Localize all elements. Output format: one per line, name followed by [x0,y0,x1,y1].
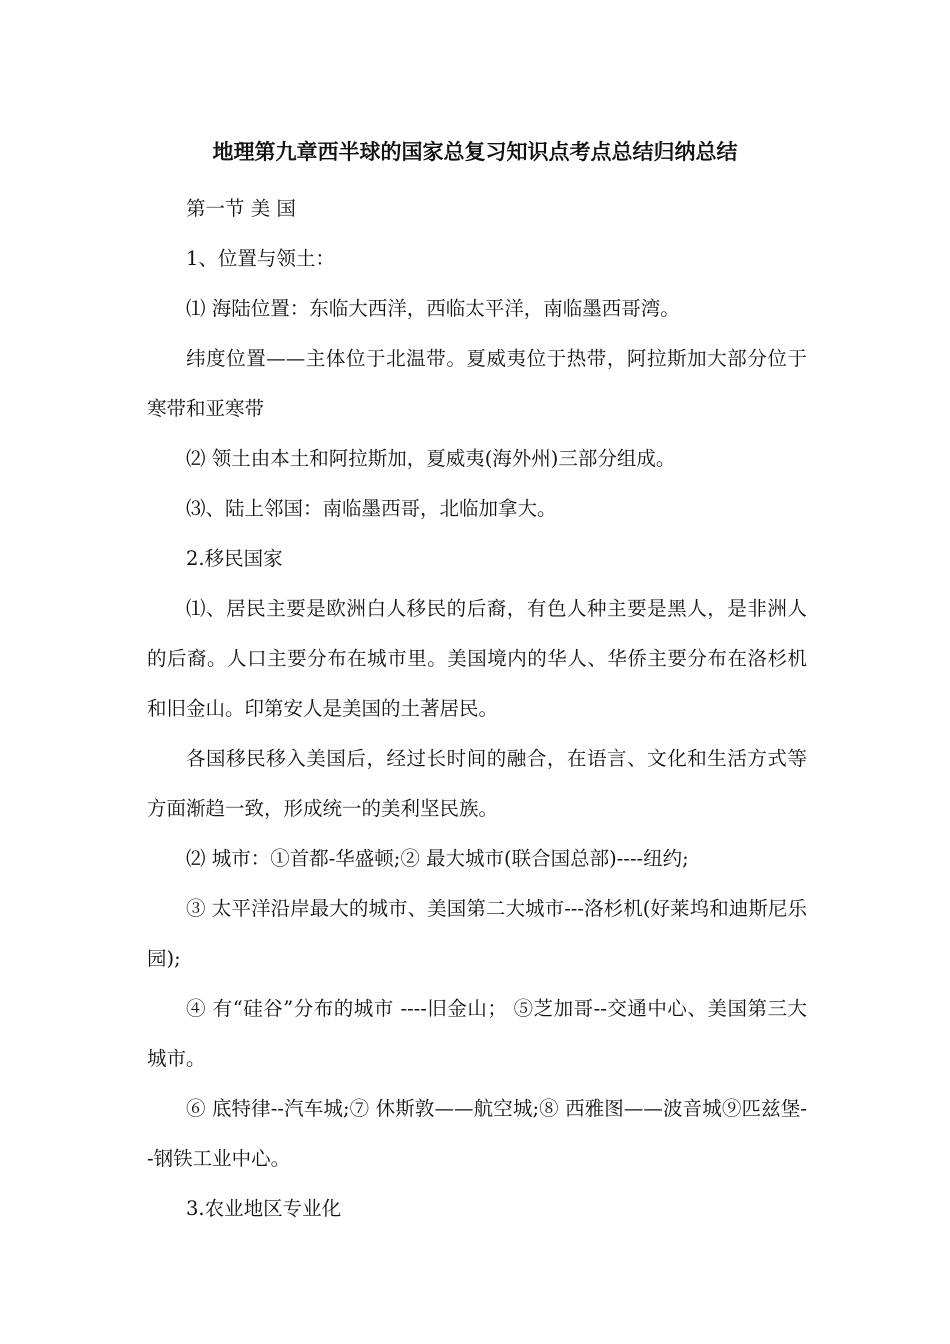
subsection-heading: 1、位置与领土： [186,247,335,270]
paragraph: ⑴ 海陆位置：东临大西洋，西临太平洋，南临墨西哥湾。 [186,297,680,320]
paragraph: ⑴、居民主要是欧洲白人移民的后裔，有色人种主要是黑人，是非洲人的后裔。人口主要分布在城市里。美国境内的华人、华侨主要分布在洛杉机和旧金山。印第安人是美国的土著居民。 [147,597,807,720]
paragraph: ⑵ 城市：①首都-华盛顿;② 最大城市(联合国总部)----纽约; [186,847,689,870]
paragraph: 纬度位置——主体位于北温带。夏威夷位于热带，阿拉斯加大部分位于寒带和亚寒带 [147,347,807,420]
paragraph: ⑥ 底特律--汽车城;⑦ 休斯敦——航空城;⑧ 西雅图——波音城⑨匹兹堡--钢铁工业中心。 [147,1097,807,1170]
paragraph: ④ 有“硅谷”分布的城市 ----旧金山； ⑤芝加哥--交通中心、美国第三大城市。 [147,997,807,1070]
subsection-heading: 3.农业地区专业化 [186,1197,342,1220]
paragraph: ⑶、陆上邻国：南临墨西哥，北临加拿大。 [186,497,557,520]
paragraph: ⑵ 领土由本土和阿拉斯加，夏威夷(海外州)三部分组成。 [186,447,676,470]
paragraph: ③ 太平洋沿岸最大的城市、美国第二大城市---洛杉机(好莱坞和迪斯尼乐园); [147,897,807,970]
subsection-heading: 2.移民国家 [186,547,283,570]
section-heading: 第一节 美 国 [186,197,296,220]
document-title: 地理第九章西半球的国家总复习知识点考点总结归纳总结 [212,140,738,164]
paragraph: 各国移民移入美国后，经过长时间的融合，在语言、文化和生活方式等方面渐趋一致，形成统一的美利坚民族。 [147,747,807,820]
document-body [147,184,807,1234]
